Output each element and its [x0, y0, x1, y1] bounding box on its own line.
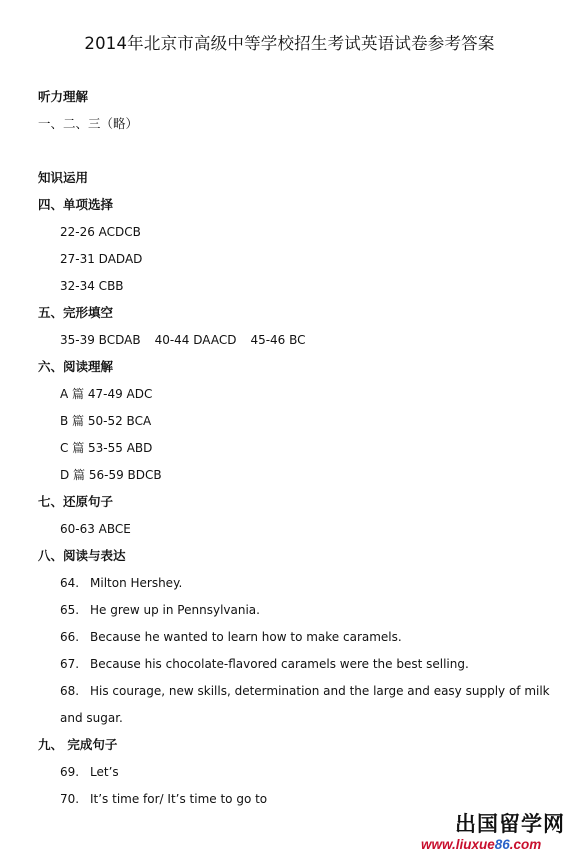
answer-40-44: 40-44 DAACD: [154, 333, 237, 347]
question-number: 65.: [60, 603, 80, 617]
answer-66: [60, 629, 402, 645]
question-number: 69.: [60, 765, 80, 779]
answer-text: Because he wanted to learn how to make caramels.: [90, 630, 402, 644]
answer-27-31: 27-31 DADAD: [60, 252, 143, 266]
answer-65: [60, 602, 260, 618]
answer-35-39: 35-39 BCDAB: [60, 333, 141, 347]
section-4-heading: 四、单项选择: [38, 197, 114, 212]
watermark-url: [421, 837, 541, 852]
section-7-heading: 七、还原句子: [38, 494, 114, 509]
answer-text: His courage, new skills, determination and the large and easy supply of milk: [90, 684, 550, 698]
section-listening: 听力理解: [38, 89, 89, 104]
question-number: 70.: [60, 792, 80, 806]
answer-passage-a: A 篇 47-49 ADC: [60, 387, 153, 401]
answer-67: [60, 656, 469, 672]
section-8-heading: 八、阅读与表达: [38, 548, 126, 563]
answer-22-26: 22-26 ACDCB: [60, 225, 141, 239]
watermark-url-highlight: 86: [494, 837, 510, 852]
answer-60-63: 60-63 ABCE: [60, 522, 131, 536]
section-knowledge: 知识运用: [38, 170, 89, 185]
question-number: 64.: [60, 576, 80, 590]
section-6-heading: 六、阅读理解: [38, 359, 114, 374]
question-number: 66.: [60, 630, 80, 644]
answer-text: He grew up in Pennsylvania.: [90, 603, 260, 617]
answer-70: [60, 791, 267, 807]
section-5-heading: 五、完形填空: [38, 305, 114, 320]
answer-text: Let’s: [90, 765, 119, 779]
answer-row-35-46: [60, 332, 306, 348]
answer-68-continued: and sugar.: [60, 711, 123, 725]
site-watermark-logo: [419, 806, 569, 858]
question-number: 68.: [60, 684, 80, 698]
section-9-heading: 九、 完成句子: [38, 737, 118, 752]
watermark-site-name: 出国留学网: [455, 812, 565, 836]
watermark-url-suffix: .com: [509, 837, 542, 852]
answer-passage-d: D 篇 56-59 BDCB: [60, 468, 162, 482]
question-number: 67.: [60, 657, 80, 671]
answer-text: Milton Hershey.: [90, 576, 183, 590]
answer-64: [60, 575, 182, 591]
listening-note: 一、二、三（略）: [38, 116, 139, 131]
answer-passage-b: B 篇 50-52 BCA: [60, 414, 152, 428]
answer-68: [60, 683, 550, 699]
answer-passage-c: C 篇 53-55 ABD: [60, 441, 153, 455]
page-title: 2014年北京市高级中等学校招生考试英语试卷参考答案: [84, 34, 495, 53]
answer-45-46: 45-46 BC: [250, 333, 306, 347]
answer-32-34: 32-34 CBB: [60, 279, 124, 293]
answer-text: It’s time for/ It’s time to go to: [90, 792, 268, 806]
watermark-url-prefix: www.liuxue: [421, 837, 495, 852]
answer-text: Because his chocolate-flavored caramels were the best selling.: [90, 657, 469, 671]
answer-69: [60, 764, 119, 780]
